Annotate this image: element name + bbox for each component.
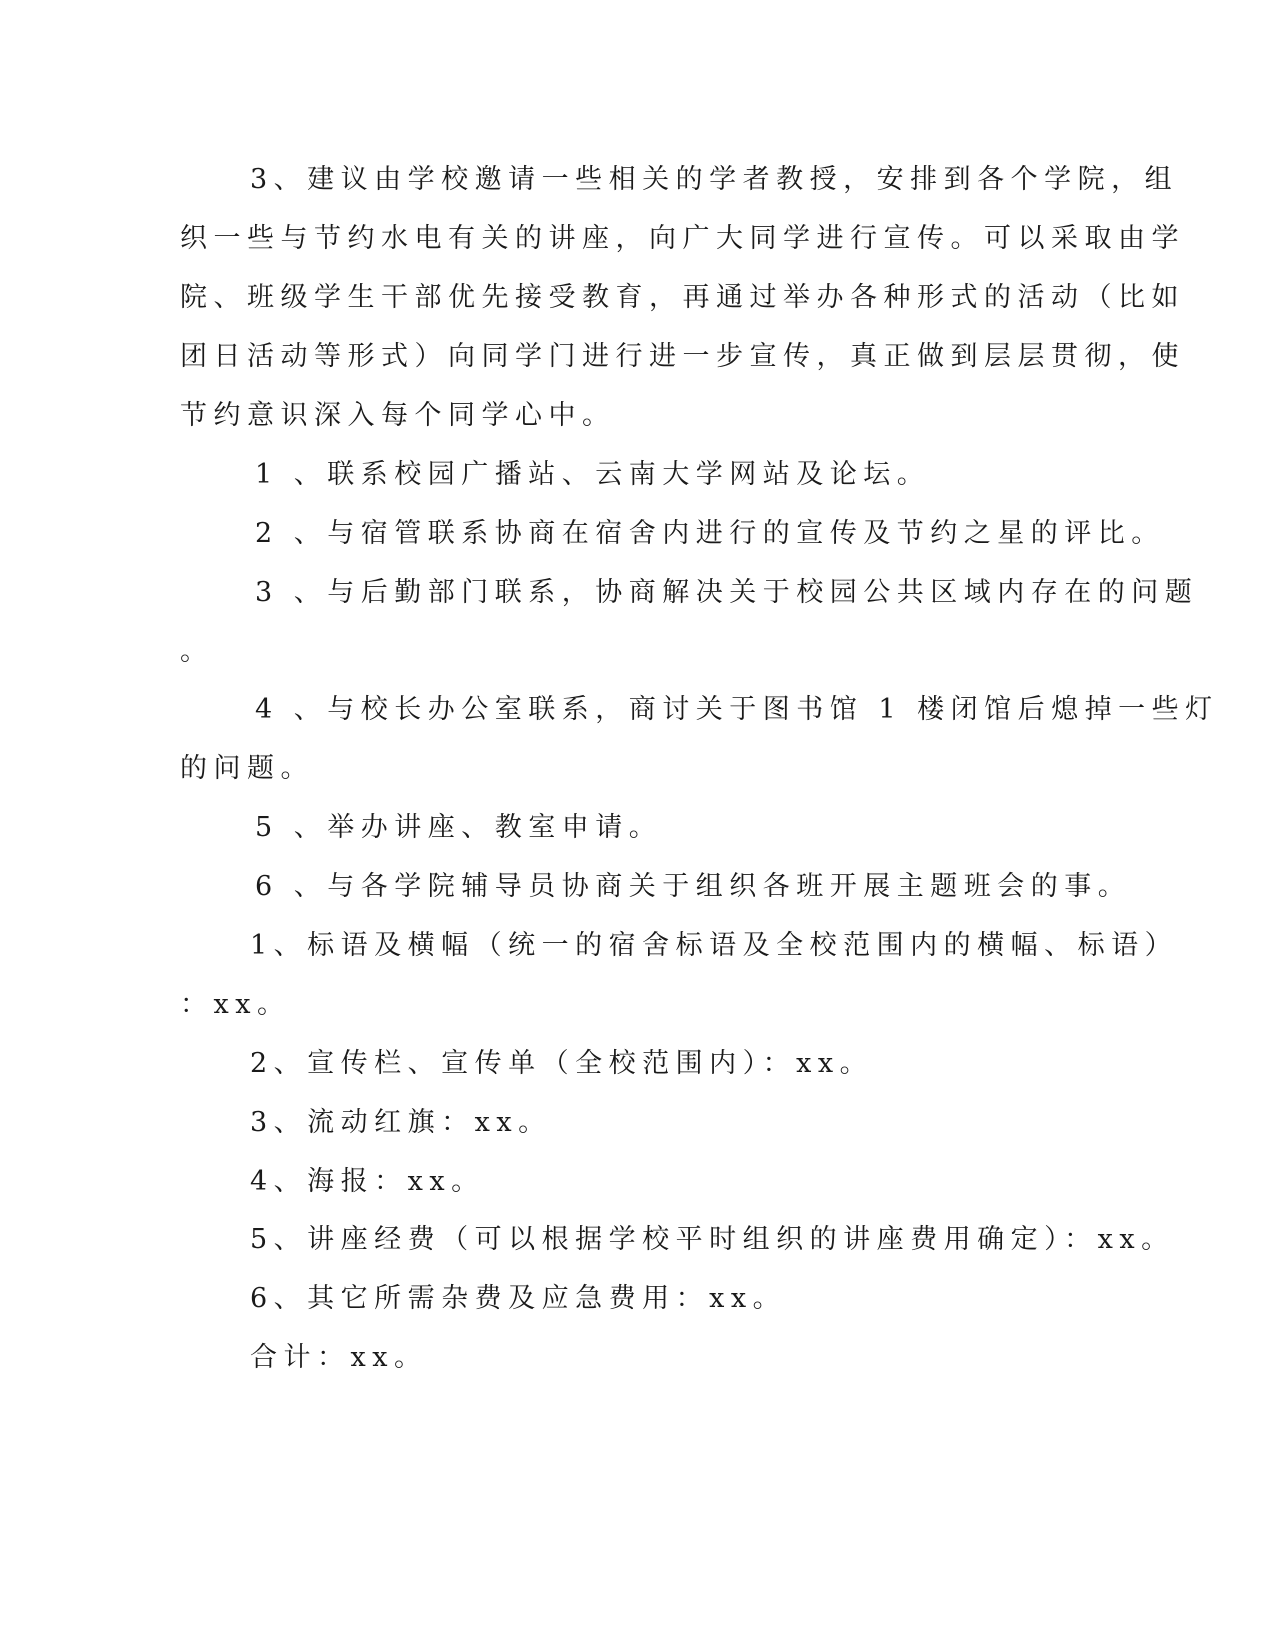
paragraph-line: 3、建议由学校邀请一些相关的学者教授，安排到各个学院，组 [250, 164, 1179, 195]
list-item: 4 、与校长办公室联系，商讨关于图书馆 1 楼闭馆后熄掉一些灯 [255, 694, 1219, 725]
budget-item: 2、宣传栏、宣传单（全校范围内）：xx。 [250, 1048, 874, 1079]
list-item: 6 、与各学院辅导员协商关于组织各班开展主题班会的事。 [255, 871, 1132, 902]
paragraph-line: 院、班级学生干部优先接受教育，再通过举办各种形式的活动（比如 [180, 282, 1185, 313]
paragraph-line: 团日活动等形式）向同学门进行进一步宣传，真正做到层层贯彻，使 [180, 341, 1185, 372]
budget-item-continuation: ：xx。 [180, 989, 291, 1020]
list-item: 3 、与后勤部门联系，协商解决关于校园公共区域内存在的问题 [255, 577, 1199, 608]
list-item: 1 、联系校园广播站、云南大学网站及论坛。 [255, 459, 931, 490]
budget-item: 3、流动红旗：xx。 [250, 1107, 552, 1138]
budget-item: 1、标语及横幅（统一的宿舍标语及全校范围内的横幅、标语） [250, 930, 1179, 961]
list-item: 2 、与宿管联系协商在宿舍内进行的宣传及节约之星的评比。 [255, 518, 1165, 549]
budget-total: 合计：xx。 [250, 1342, 428, 1373]
paragraph-line: 节约意识深入每个同学心中。 [180, 400, 616, 431]
paragraph-line: 织一些与节约水电有关的讲座，向广大同学进行宣传。可以采取由学 [180, 223, 1185, 254]
budget-item: 4、海报：xx。 [250, 1166, 485, 1197]
list-item-continuation: 的问题。 [180, 753, 314, 784]
list-item-continuation: 。 [180, 636, 214, 667]
budget-item: 6、其它所需杂费及应急费用：xx。 [250, 1283, 787, 1314]
list-item: 5 、举办讲座、教室申请。 [255, 812, 663, 843]
budget-item: 5、讲座经费（可以根据学校平时组织的讲座费用确定）：xx。 [250, 1224, 1175, 1255]
